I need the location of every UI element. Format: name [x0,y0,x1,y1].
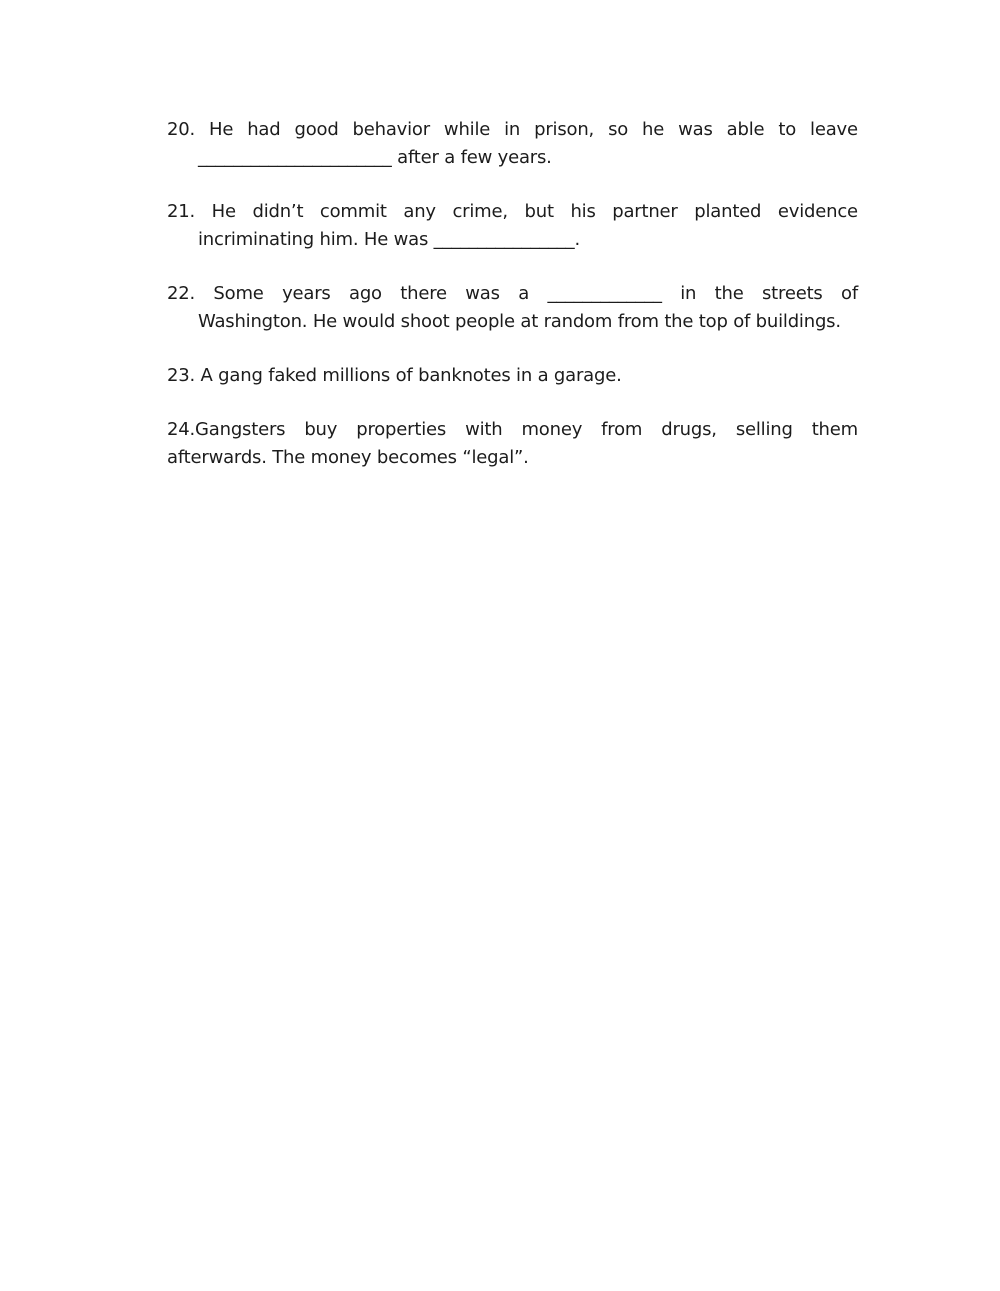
question-22 [167,280,858,336]
question-21-line-2: incriminating him. He was ________________. [198,229,580,250]
question-24-line-2: afterwards. The money becomes “legal”. [167,447,529,468]
question-20-line-1: 20. He had good behavior while in prison, so he was able to leave [167,119,858,140]
question-20 [167,116,858,172]
question-24 [167,416,858,472]
question-22-line-2: Washington. He would shoot people at random from the top of buildings. [198,311,841,332]
question-20-line-2: ______________________ after a few years. [198,147,552,168]
question-23 [167,362,858,390]
question-23-line-1: 23. A gang faked millions of banknotes in a garage. [167,365,622,386]
question-21 [167,198,858,254]
question-21-line-1: 21. He didn’t commit any crime, but his partner planted evidence [167,201,858,222]
question-22-line-1: 22. Some years ago there was a _____________ in the streets of [167,283,858,304]
question-24-line-1: 24.Gangsters buy properties with money from drugs, selling them [167,419,858,440]
